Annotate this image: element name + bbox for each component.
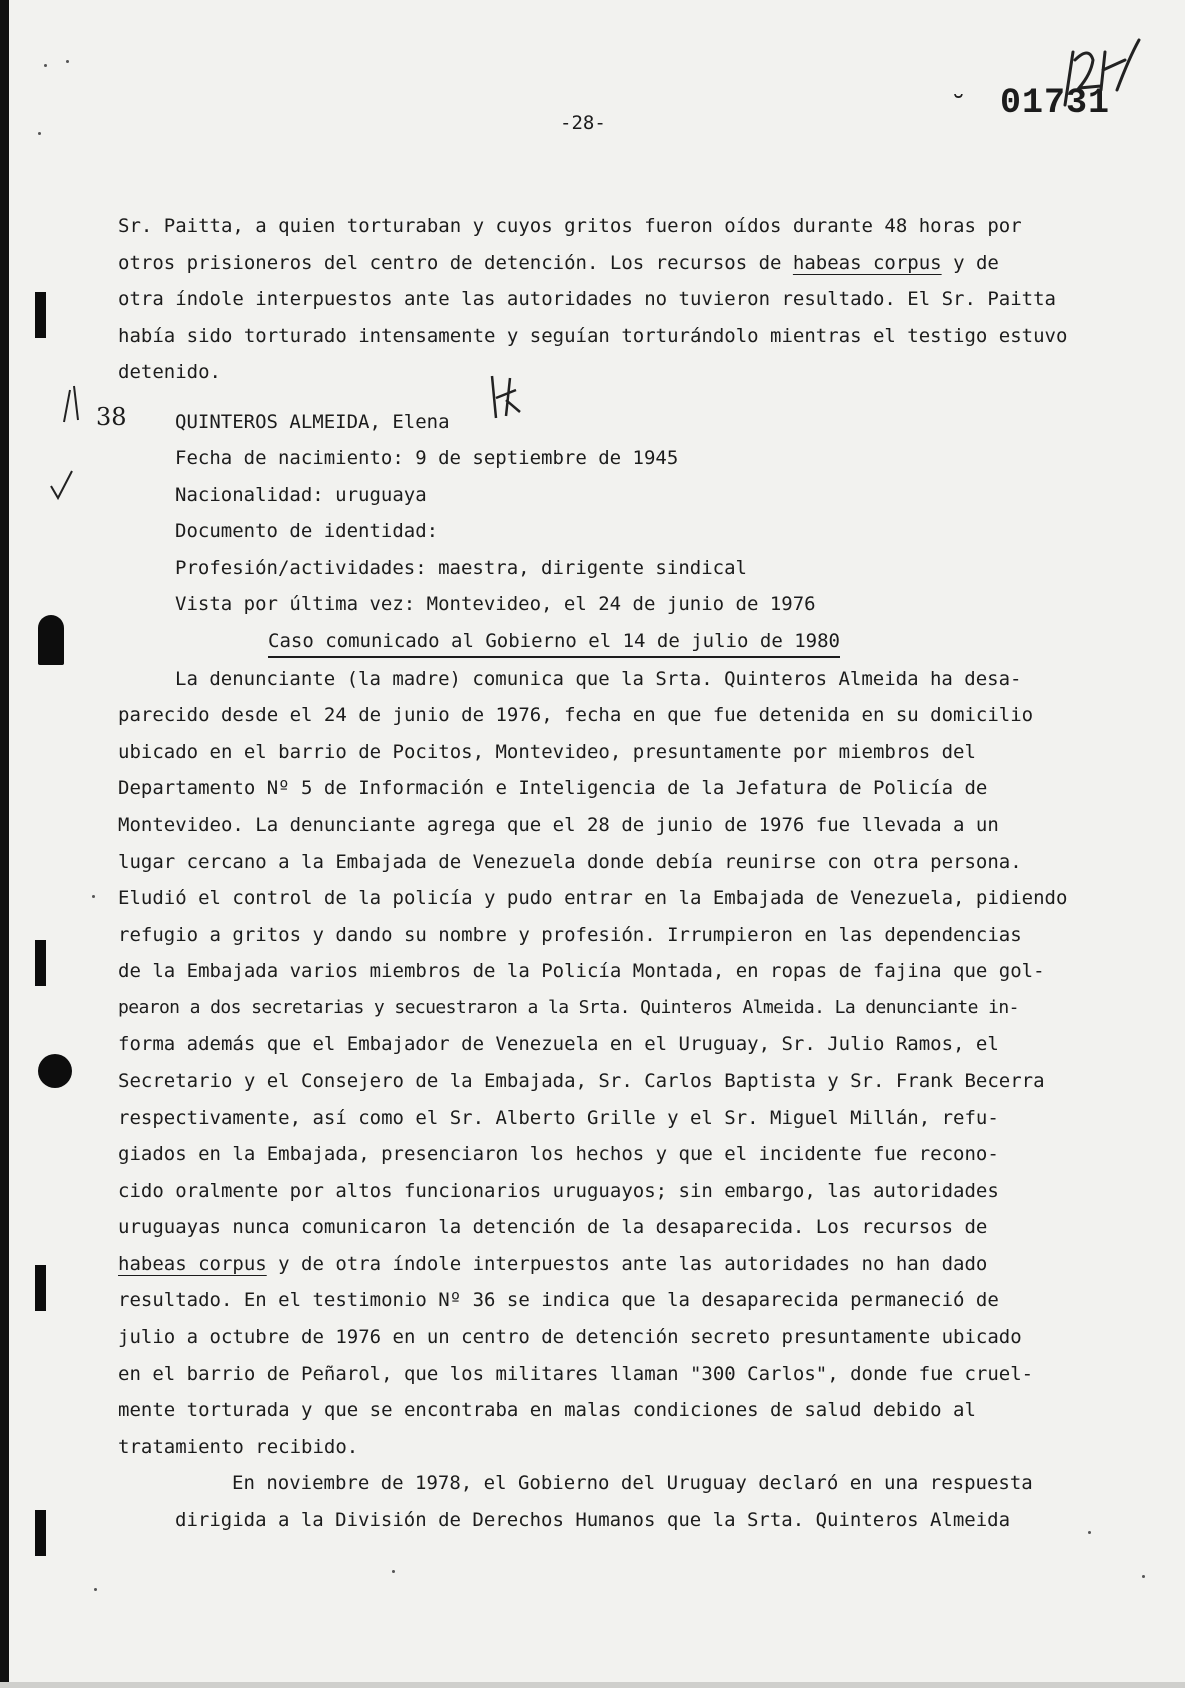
paragraph1-line <box>118 254 1128 273</box>
entry-field: Fecha de nacimiento: 9 de septiembre de 1945 <box>175 447 679 469</box>
margin-tick-marks <box>54 382 94 428</box>
text-run: otros prisioneros del centro de detención. Los recursos de <box>118 252 793 274</box>
paragraph1-line: detenido. <box>118 361 221 383</box>
binding-hole <box>38 1054 72 1088</box>
paragraph2-line: La denunciante (la madre) comunica que la Srta. Quinteros Almeida ha desa- <box>175 668 1022 690</box>
paragraph2-line: resultado. En el testimonio Nº 36 se indica que la desaparecida permaneció de <box>118 1289 999 1311</box>
doc-number-dash: ˘ <box>950 90 967 123</box>
paragraph1-line: otra índole interpuestos ante las autoridades no tuvieron resultado. El Sr. Paitta <box>118 288 1056 310</box>
paragraph2-line: respectivamente, así como el Sr. Alberto Grille y el Sr. Miguel Millán, refu- <box>118 1107 999 1129</box>
paragraph2-line: Departamento Nº 5 de Información e Inteligencia de la Jefatura de Policía de <box>118 777 988 799</box>
paragraph2-line: Montevideo. La denunciante agrega que el 28 de junio de 1976 fue llevada a un <box>118 814 999 836</box>
paragraph2-line: refugio a gritos y dando su nombre y profesión. Irrumpieron en las dependencias <box>118 924 1022 946</box>
paragraph2-line: parecido desde el 24 de junio de 1976, fecha en que fue detenida en su domicilio <box>118 704 1034 726</box>
paragraph2-line: giados en la Embajada, presenciaron los hechos y que el incidente fue recono- <box>118 1143 999 1165</box>
paragraph2-line: pearon a dos secretarias y secuestraron a la Srta. Quinteros Almeida. La denunciante in- <box>118 997 1019 1018</box>
entry-field: Nacionalidad: uruguaya <box>175 484 427 506</box>
paragraph2-line: uruguayas nunca comunicaron la detención de la desaparecida. Los recursos de <box>118 1216 988 1238</box>
paragraph2-line: Eludió el control de la policía y pudo entrar en la Embajada de Venezuela, pidiendo <box>118 887 1068 909</box>
entry-name: QUINTEROS ALMEIDA, Elena <box>175 411 450 433</box>
text-run: y de otra índole interpuestos ante las autoridades no han dado <box>266 1253 988 1275</box>
binding-mark <box>35 292 46 338</box>
entry-number: 38 <box>96 403 127 431</box>
scan-edge <box>0 0 9 1688</box>
paragraph2-line: Secretario y el Consejero de la Embajada, Sr. Carlos Baptista y Sr. Frank Becerra <box>118 1070 1045 1092</box>
text-run: y de <box>941 252 999 274</box>
scan-bottom-edge <box>0 1682 1185 1688</box>
paragraph2-line: tratamiento recibido. <box>118 1436 359 1458</box>
scan-speck <box>44 64 47 67</box>
binding-mark <box>35 1510 46 1556</box>
paragraph2-line: cido oralmente por altos funcionarios uruguayos; sin embargo, las autoridades <box>118 1180 999 1202</box>
paragraph2-line: julio a octubre de 1976 en un centro de detención secreto presuntamente ubicado <box>118 1326 1022 1348</box>
binding-mark <box>35 1265 46 1311</box>
scan-speck <box>1142 1575 1145 1578</box>
handwritten-number <box>1055 30 1145 110</box>
paragraph3-line: dirigida a la División de Derechos Humanos que la Srta. Quinteros Almeida <box>175 1509 1011 1531</box>
underlined-term: habeas corpus <box>792 252 942 274</box>
scan-speck <box>392 1570 395 1573</box>
paragraph1-line: Sr. Paitta, a quien torturaban y cuyos gritos fueron oídos durante 48 horas por <box>118 215 1022 237</box>
paragraph2-line: ubicado en el barrio de Pocitos, Montevideo, presuntamente por miembros del <box>118 741 976 763</box>
binding-mark <box>35 940 46 986</box>
paragraph2-line: mente torturada y que se encontraba en malas condiciones de salud debido al <box>118 1399 976 1421</box>
scan-speck <box>66 60 69 63</box>
paragraph1-line: había sido torturado intensamente y seguían torturándolo mientras el testigo estuvo <box>118 325 1068 347</box>
paragraph2-line: lugar cercano a la Embajada de Venezuela donde debía reunirse con otra persona. <box>118 851 1022 873</box>
document-number: 01731 <box>1000 83 1111 123</box>
binding-mark <box>38 615 64 665</box>
scan-speck <box>38 132 41 135</box>
page-number: -28- <box>560 112 606 134</box>
entry-field: Documento de identidad: <box>175 520 439 542</box>
paragraph2-line: forma además que el Embajador de Venezuela en el Uruguay, Sr. Julio Ramos, el <box>118 1033 999 1055</box>
entry-field: Profesión/actividades: maestra, dirigente sindical <box>175 557 747 579</box>
paragraph2-line <box>118 1255 1128 1274</box>
paragraph2-line: en el barrio de Peñarol, que los militares llaman "300 Carlos", donde fue cruel- <box>118 1363 1034 1385</box>
scan-speck <box>1088 1531 1091 1534</box>
checkmark-icon <box>48 468 76 502</box>
paragraph3-line: En noviembre de 1978, el Gobierno del Uruguay declaró en una respuesta <box>232 1472 1033 1494</box>
scan-speck <box>92 895 95 898</box>
scan-speck <box>94 1588 97 1591</box>
entry-field: Vista por última vez: Montevideo, el 24 de junio de 1976 <box>175 593 816 615</box>
paragraph2-line: de la Embajada varios miembros de la Policía Montada, en ropas de fajina que gol- <box>118 960 1045 982</box>
case-header: Caso comunicado al Gobierno el 14 de julio de 1980 <box>268 630 840 658</box>
underlined-term: habeas corpus <box>118 1253 267 1275</box>
